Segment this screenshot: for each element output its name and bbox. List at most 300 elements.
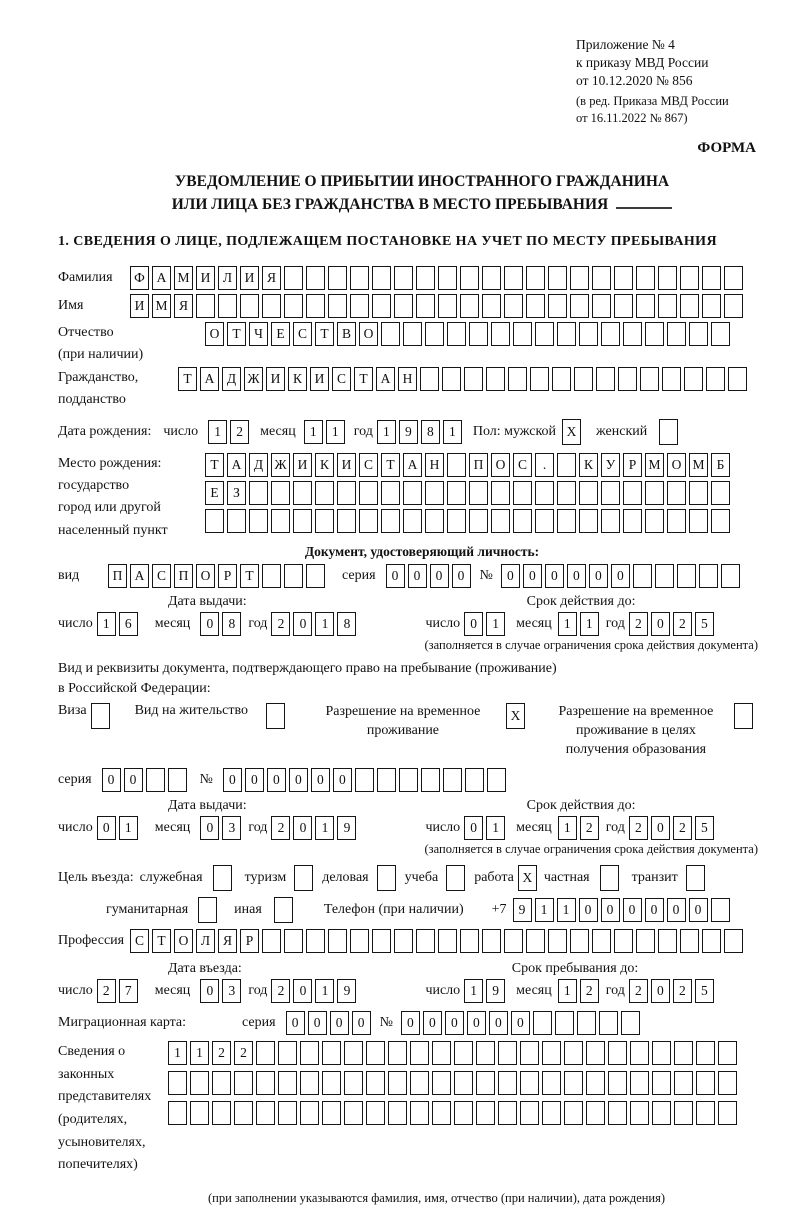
form-cell[interactable]: С: [130, 929, 149, 953]
form-cell[interactable]: 1: [464, 979, 483, 1003]
form-cell[interactable]: [577, 1011, 596, 1035]
form-cell[interactable]: Т: [227, 322, 246, 346]
form-cell[interactable]: [476, 1041, 495, 1065]
form-cell[interactable]: [447, 453, 466, 477]
form-cell[interactable]: [205, 509, 224, 533]
form-cell[interactable]: 0: [386, 564, 405, 588]
form-cell[interactable]: [403, 509, 422, 533]
form-cell[interactable]: [680, 266, 699, 290]
form-cell[interactable]: [667, 481, 686, 505]
form-cell[interactable]: А: [152, 266, 171, 290]
form-cell[interactable]: З: [227, 481, 246, 505]
form-cell[interactable]: [350, 266, 369, 290]
form-cell[interactable]: 2: [673, 612, 692, 636]
form-cell[interactable]: 0: [97, 816, 116, 840]
form-cell[interactable]: [601, 322, 620, 346]
form-cell[interactable]: 0: [452, 564, 471, 588]
form-cell[interactable]: [432, 1101, 451, 1125]
form-cell[interactable]: 0: [330, 1011, 349, 1035]
form-cell[interactable]: [446, 865, 465, 891]
form-cell[interactable]: [491, 509, 510, 533]
form-cell[interactable]: [718, 1101, 737, 1125]
form-cell[interactable]: [579, 322, 598, 346]
form-cell[interactable]: О: [491, 453, 510, 477]
form-cell[interactable]: М: [174, 266, 193, 290]
form-cell[interactable]: 0: [623, 898, 642, 922]
form-cell[interactable]: С: [152, 564, 171, 588]
form-cell[interactable]: [542, 1041, 561, 1065]
form-cell[interactable]: И: [310, 367, 329, 391]
form-cell[interactable]: [699, 564, 718, 588]
form-cell[interactable]: 2: [234, 1041, 253, 1065]
form-cell[interactable]: 2: [629, 816, 648, 840]
form-cell[interactable]: [542, 1071, 561, 1095]
form-cell[interactable]: [555, 1011, 574, 1035]
form-cell[interactable]: [482, 266, 501, 290]
form-cell[interactable]: А: [403, 453, 422, 477]
form-cell[interactable]: Ж: [244, 367, 263, 391]
form-cell[interactable]: [674, 1041, 693, 1065]
form-cell[interactable]: [447, 509, 466, 533]
form-cell[interactable]: [420, 367, 439, 391]
form-cell[interactable]: [256, 1041, 275, 1065]
form-cell[interactable]: [724, 294, 743, 318]
form-cell[interactable]: 0: [567, 564, 586, 588]
form-cell[interactable]: [381, 481, 400, 505]
form-cell[interactable]: Т: [178, 367, 197, 391]
form-cell[interactable]: Р: [240, 929, 259, 953]
form-cell[interactable]: 0: [401, 1011, 420, 1035]
form-cell[interactable]: [718, 1071, 737, 1095]
form-cell[interactable]: [377, 865, 396, 891]
form-cell[interactable]: 1: [97, 612, 116, 636]
form-cell[interactable]: 2: [673, 979, 692, 1003]
form-cell[interactable]: [476, 1101, 495, 1125]
form-cell[interactable]: 1: [119, 816, 138, 840]
form-cell[interactable]: [711, 509, 730, 533]
form-cell[interactable]: [636, 294, 655, 318]
form-cell[interactable]: [306, 929, 325, 953]
form-cell[interactable]: X: [562, 419, 581, 445]
form-cell[interactable]: Я: [262, 266, 281, 290]
form-cell[interactable]: [706, 367, 725, 391]
form-cell[interactable]: Ф: [130, 266, 149, 290]
form-cell[interactable]: 0: [245, 768, 264, 792]
form-cell[interactable]: [394, 294, 413, 318]
form-cell[interactable]: 9: [337, 979, 356, 1003]
form-cell[interactable]: [680, 294, 699, 318]
form-cell[interactable]: 8: [421, 420, 440, 444]
form-cell[interactable]: [645, 481, 664, 505]
form-cell[interactable]: [630, 1041, 649, 1065]
form-cell[interactable]: [677, 564, 696, 588]
form-cell[interactable]: Т: [205, 453, 224, 477]
form-cell[interactable]: [652, 1101, 671, 1125]
form-cell[interactable]: Р: [623, 453, 642, 477]
form-cell[interactable]: [640, 367, 659, 391]
form-cell[interactable]: 0: [667, 898, 686, 922]
form-cell[interactable]: [322, 1071, 341, 1095]
form-cell[interactable]: [601, 481, 620, 505]
form-cell[interactable]: С: [332, 367, 351, 391]
form-cell[interactable]: О: [174, 929, 193, 953]
form-cell[interactable]: [266, 703, 285, 729]
form-cell[interactable]: [284, 564, 303, 588]
form-cell[interactable]: [696, 1041, 715, 1065]
form-cell[interactable]: 1: [190, 1041, 209, 1065]
form-cell[interactable]: 1: [304, 420, 323, 444]
form-cell[interactable]: О: [196, 564, 215, 588]
form-cell[interactable]: П: [108, 564, 127, 588]
form-cell[interactable]: 2: [580, 816, 599, 840]
form-cell[interactable]: Н: [425, 453, 444, 477]
form-cell[interactable]: [469, 509, 488, 533]
form-cell[interactable]: [636, 266, 655, 290]
form-cell[interactable]: Д: [222, 367, 241, 391]
form-cell[interactable]: [460, 294, 479, 318]
form-cell[interactable]: 8: [222, 612, 241, 636]
form-cell[interactable]: [504, 929, 523, 953]
form-cell[interactable]: [711, 481, 730, 505]
form-cell[interactable]: 0: [293, 816, 312, 840]
form-cell[interactable]: [548, 929, 567, 953]
form-cell[interactable]: [696, 1101, 715, 1125]
form-cell[interactable]: И: [240, 266, 259, 290]
form-cell[interactable]: [403, 481, 422, 505]
form-cell[interactable]: [586, 1071, 605, 1095]
form-cell[interactable]: М: [645, 453, 664, 477]
form-cell[interactable]: [355, 768, 374, 792]
form-cell[interactable]: [454, 1101, 473, 1125]
form-cell[interactable]: 1: [315, 979, 334, 1003]
form-cell[interactable]: [621, 1011, 640, 1035]
form-cell[interactable]: [623, 481, 642, 505]
form-cell[interactable]: [667, 322, 686, 346]
form-cell[interactable]: 2: [271, 979, 290, 1003]
form-cell[interactable]: [728, 367, 747, 391]
form-cell[interactable]: [674, 1071, 693, 1095]
form-cell[interactable]: Т: [240, 564, 259, 588]
form-cell[interactable]: А: [227, 453, 246, 477]
form-cell[interactable]: [198, 897, 217, 923]
form-cell[interactable]: [381, 509, 400, 533]
form-cell[interactable]: Р: [218, 564, 237, 588]
form-cell[interactable]: [372, 929, 391, 953]
form-cell[interactable]: 0: [545, 564, 564, 588]
form-cell[interactable]: [548, 266, 567, 290]
form-cell[interactable]: [190, 1101, 209, 1125]
form-cell[interactable]: [557, 481, 576, 505]
form-cell[interactable]: [718, 1041, 737, 1065]
form-cell[interactable]: [438, 294, 457, 318]
form-cell[interactable]: [388, 1041, 407, 1065]
form-cell[interactable]: Л: [218, 266, 237, 290]
form-cell[interactable]: 2: [629, 979, 648, 1003]
form-cell[interactable]: [328, 294, 347, 318]
form-cell[interactable]: [482, 929, 501, 953]
form-cell[interactable]: [557, 509, 576, 533]
form-cell[interactable]: [388, 1071, 407, 1095]
form-cell[interactable]: 2: [212, 1041, 231, 1065]
form-cell[interactable]: 0: [267, 768, 286, 792]
form-cell[interactable]: [213, 865, 232, 891]
form-cell[interactable]: Д: [249, 453, 268, 477]
form-cell[interactable]: [711, 322, 730, 346]
form-cell[interactable]: И: [196, 266, 215, 290]
form-cell[interactable]: [300, 1041, 319, 1065]
form-cell[interactable]: [608, 1041, 627, 1065]
form-cell[interactable]: И: [130, 294, 149, 318]
form-cell[interactable]: [294, 865, 313, 891]
form-cell[interactable]: [586, 1041, 605, 1065]
form-cell[interactable]: М: [689, 453, 708, 477]
form-cell[interactable]: Т: [354, 367, 373, 391]
form-cell[interactable]: [702, 294, 721, 318]
form-cell[interactable]: [344, 1041, 363, 1065]
form-cell[interactable]: [513, 481, 532, 505]
form-cell[interactable]: [146, 768, 165, 792]
form-cell[interactable]: [520, 1071, 539, 1095]
form-cell[interactable]: Т: [381, 453, 400, 477]
form-cell[interactable]: [284, 294, 303, 318]
form-cell[interactable]: [447, 481, 466, 505]
form-cell[interactable]: [344, 1071, 363, 1095]
form-cell[interactable]: [592, 929, 611, 953]
form-cell[interactable]: [168, 768, 187, 792]
form-cell[interactable]: 1: [557, 898, 576, 922]
form-cell[interactable]: [623, 322, 642, 346]
form-cell[interactable]: 1: [208, 420, 227, 444]
form-cell[interactable]: У: [601, 453, 620, 477]
form-cell[interactable]: К: [315, 453, 334, 477]
form-cell[interactable]: [256, 1101, 275, 1125]
form-cell[interactable]: [652, 1071, 671, 1095]
form-cell[interactable]: О: [205, 322, 224, 346]
form-cell[interactable]: К: [288, 367, 307, 391]
form-cell[interactable]: [293, 509, 312, 533]
form-cell[interactable]: 0: [223, 768, 242, 792]
form-cell[interactable]: 3: [222, 816, 241, 840]
form-cell[interactable]: 0: [286, 1011, 305, 1035]
form-cell[interactable]: [542, 1101, 561, 1125]
form-cell[interactable]: [432, 1041, 451, 1065]
form-cell[interactable]: [394, 266, 413, 290]
form-cell[interactable]: [658, 266, 677, 290]
form-cell[interactable]: С: [293, 322, 312, 346]
form-cell[interactable]: [608, 1071, 627, 1095]
form-cell[interactable]: 0: [651, 612, 670, 636]
form-cell[interactable]: [658, 294, 677, 318]
form-cell[interactable]: Т: [152, 929, 171, 953]
form-cell[interactable]: [271, 481, 290, 505]
form-cell[interactable]: [520, 1041, 539, 1065]
form-cell[interactable]: 0: [311, 768, 330, 792]
form-cell[interactable]: [366, 1041, 385, 1065]
form-cell[interactable]: [548, 294, 567, 318]
form-cell[interactable]: [328, 929, 347, 953]
form-cell[interactable]: 0: [102, 768, 121, 792]
form-cell[interactable]: [504, 266, 523, 290]
form-cell[interactable]: [284, 266, 303, 290]
form-cell[interactable]: [655, 564, 674, 588]
form-cell[interactable]: [557, 322, 576, 346]
form-cell[interactable]: [630, 1071, 649, 1095]
form-cell[interactable]: [526, 266, 545, 290]
form-cell[interactable]: [432, 1071, 451, 1095]
form-cell[interactable]: 2: [271, 816, 290, 840]
form-cell[interactable]: [421, 768, 440, 792]
form-cell[interactable]: 0: [430, 564, 449, 588]
form-cell[interactable]: [574, 367, 593, 391]
form-cell[interactable]: [530, 367, 549, 391]
form-cell[interactable]: [227, 509, 246, 533]
form-cell[interactable]: [300, 1071, 319, 1095]
form-cell[interactable]: [460, 929, 479, 953]
form-cell[interactable]: [570, 266, 589, 290]
form-cell[interactable]: [535, 481, 554, 505]
form-cell[interactable]: [460, 266, 479, 290]
form-cell[interactable]: [696, 1071, 715, 1095]
form-cell[interactable]: 0: [200, 612, 219, 636]
form-cell[interactable]: [721, 564, 740, 588]
form-cell[interactable]: [724, 929, 743, 953]
form-cell[interactable]: Л: [196, 929, 215, 953]
form-cell[interactable]: [315, 509, 334, 533]
form-cell[interactable]: [425, 322, 444, 346]
form-cell[interactable]: 0: [464, 612, 483, 636]
form-cell[interactable]: [293, 481, 312, 505]
form-cell[interactable]: И: [337, 453, 356, 477]
form-cell[interactable]: [447, 322, 466, 346]
form-cell[interactable]: [249, 481, 268, 505]
form-cell[interactable]: Н: [398, 367, 417, 391]
form-cell[interactable]: 0: [689, 898, 708, 922]
form-cell[interactable]: [366, 1101, 385, 1125]
form-cell[interactable]: 1: [558, 612, 577, 636]
form-cell[interactable]: [372, 266, 391, 290]
form-cell[interactable]: 0: [333, 768, 352, 792]
form-cell[interactable]: А: [200, 367, 219, 391]
form-cell[interactable]: [274, 897, 293, 923]
form-cell[interactable]: Я: [218, 929, 237, 953]
form-cell[interactable]: [702, 266, 721, 290]
form-cell[interactable]: [667, 509, 686, 533]
form-cell[interactable]: 2: [629, 612, 648, 636]
form-cell[interactable]: О: [359, 322, 378, 346]
form-cell[interactable]: [394, 929, 413, 953]
form-cell[interactable]: 0: [352, 1011, 371, 1035]
form-cell[interactable]: [645, 509, 664, 533]
form-cell[interactable]: 1: [558, 979, 577, 1003]
form-cell[interactable]: [564, 1101, 583, 1125]
form-cell[interactable]: 2: [271, 612, 290, 636]
form-cell[interactable]: [608, 1101, 627, 1125]
form-cell[interactable]: [564, 1041, 583, 1065]
form-cell[interactable]: [570, 929, 589, 953]
form-cell[interactable]: [271, 509, 290, 533]
form-cell[interactable]: 1: [315, 612, 334, 636]
form-cell[interactable]: 2: [230, 420, 249, 444]
form-cell[interactable]: [486, 367, 505, 391]
form-cell[interactable]: [600, 865, 619, 891]
form-cell[interactable]: 0: [489, 1011, 508, 1035]
form-cell[interactable]: [533, 1011, 552, 1035]
form-cell[interactable]: 7: [119, 979, 138, 1003]
form-cell[interactable]: [469, 322, 488, 346]
form-cell[interactable]: 1: [326, 420, 345, 444]
form-cell[interactable]: [464, 367, 483, 391]
form-cell[interactable]: [491, 322, 510, 346]
form-cell[interactable]: 0: [467, 1011, 486, 1035]
form-cell[interactable]: [498, 1041, 517, 1065]
form-cell[interactable]: [636, 929, 655, 953]
form-cell[interactable]: [262, 929, 281, 953]
form-cell[interactable]: [592, 294, 611, 318]
form-cell[interactable]: [498, 1101, 517, 1125]
form-cell[interactable]: [513, 322, 532, 346]
form-cell[interactable]: Я: [174, 294, 193, 318]
form-cell[interactable]: [438, 266, 457, 290]
form-cell[interactable]: X: [518, 865, 537, 891]
form-cell[interactable]: [564, 1071, 583, 1095]
form-cell[interactable]: 9: [337, 816, 356, 840]
form-cell[interactable]: [328, 266, 347, 290]
form-cell[interactable]: М: [152, 294, 171, 318]
form-cell[interactable]: [557, 453, 576, 477]
form-cell[interactable]: 0: [200, 979, 219, 1003]
form-cell[interactable]: 0: [423, 1011, 442, 1035]
form-cell[interactable]: [322, 1041, 341, 1065]
form-cell[interactable]: [218, 294, 237, 318]
form-cell[interactable]: [410, 1101, 429, 1125]
form-cell[interactable]: 6: [119, 612, 138, 636]
form-cell[interactable]: [454, 1071, 473, 1095]
form-cell[interactable]: О: [667, 453, 686, 477]
form-cell[interactable]: [711, 898, 730, 922]
form-cell[interactable]: И: [266, 367, 285, 391]
form-cell[interactable]: [322, 1101, 341, 1125]
form-cell[interactable]: [614, 929, 633, 953]
form-cell[interactable]: [623, 509, 642, 533]
form-cell[interactable]: [306, 266, 325, 290]
form-cell[interactable]: 0: [601, 898, 620, 922]
form-cell[interactable]: [416, 929, 435, 953]
form-cell[interactable]: Ч: [249, 322, 268, 346]
form-cell[interactable]: [689, 322, 708, 346]
form-cell[interactable]: [633, 564, 652, 588]
form-cell[interactable]: Ж: [271, 453, 290, 477]
form-cell[interactable]: 0: [124, 768, 143, 792]
form-cell[interactable]: [381, 322, 400, 346]
form-cell[interactable]: 0: [200, 816, 219, 840]
form-cell[interactable]: 0: [308, 1011, 327, 1035]
form-cell[interactable]: [658, 929, 677, 953]
form-cell[interactable]: [262, 294, 281, 318]
form-cell[interactable]: А: [376, 367, 395, 391]
form-cell[interactable]: [438, 929, 457, 953]
form-cell[interactable]: Е: [271, 322, 290, 346]
form-cell[interactable]: 0: [511, 1011, 530, 1035]
form-cell[interactable]: 0: [523, 564, 542, 588]
form-cell[interactable]: [614, 294, 633, 318]
form-cell[interactable]: 2: [97, 979, 116, 1003]
form-cell[interactable]: [476, 1071, 495, 1095]
form-cell[interactable]: И: [293, 453, 312, 477]
form-cell[interactable]: [618, 367, 637, 391]
form-cell[interactable]: 1: [486, 816, 505, 840]
form-cell[interactable]: [284, 929, 303, 953]
form-cell[interactable]: [425, 481, 444, 505]
